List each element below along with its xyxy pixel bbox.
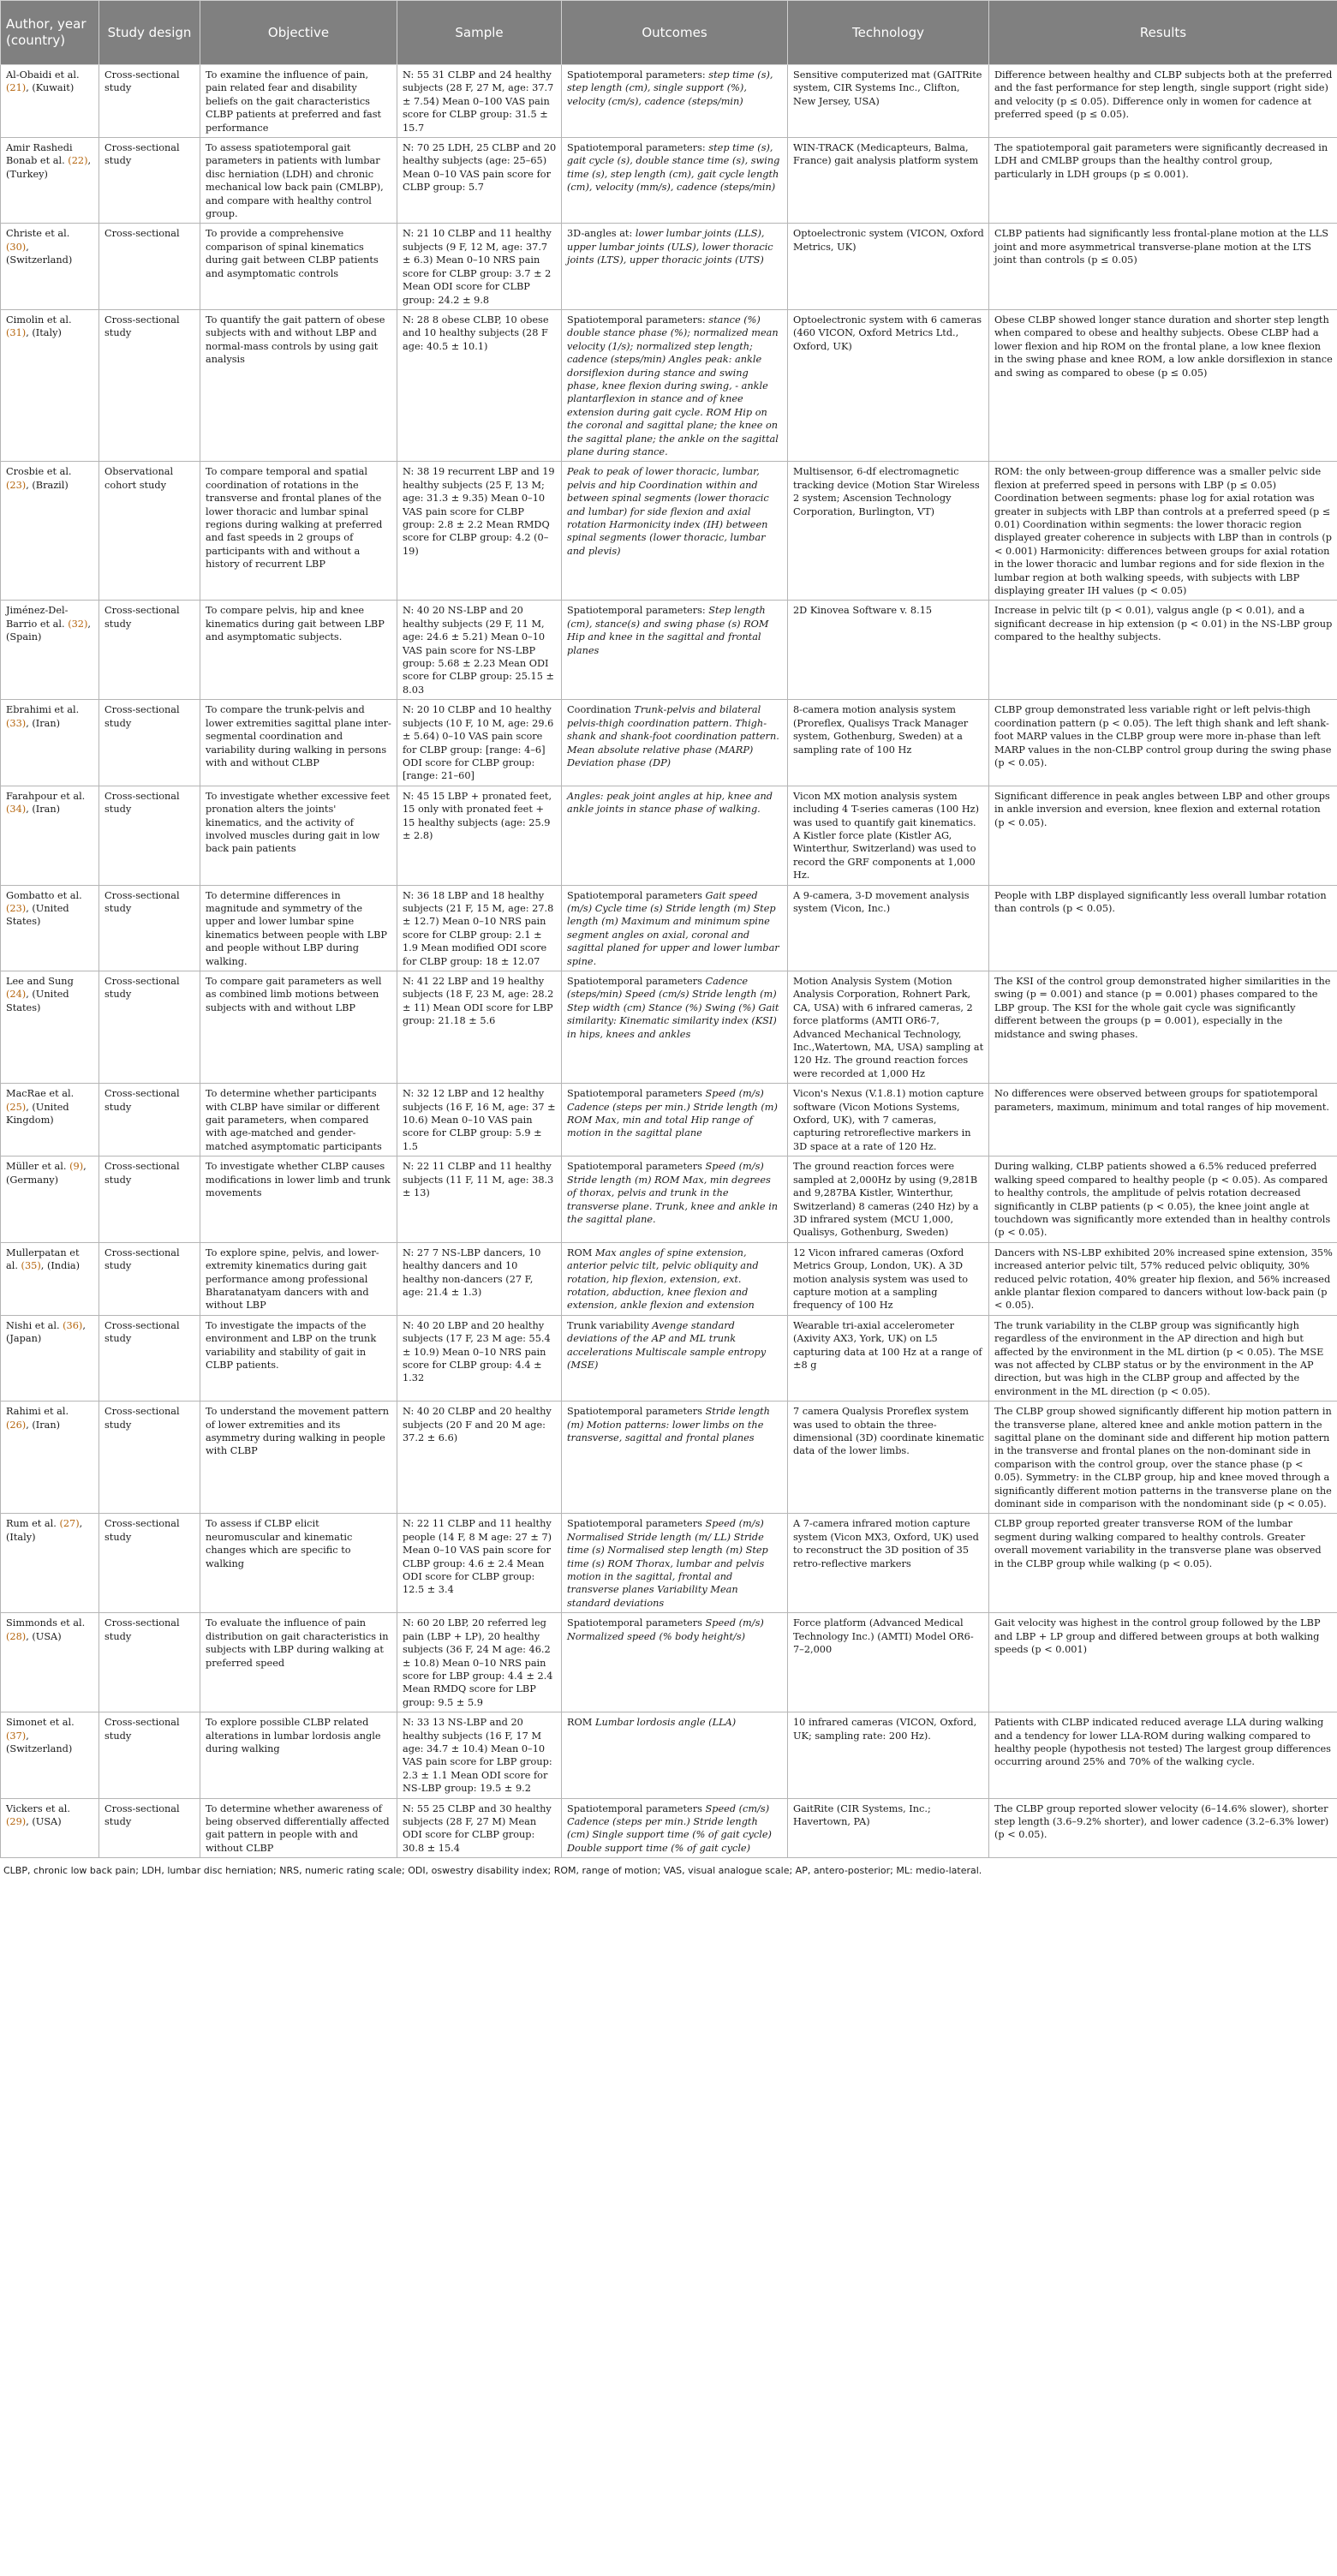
author-country: (Japan) xyxy=(6,1333,42,1345)
technology-cell: Optoelectronic system with 6 cameras (460 VICON, Oxford Metrics Ltd., Oxford, UK) xyxy=(788,309,989,461)
author-name: Christe et al. xyxy=(6,228,70,240)
sample-cell: N: 22 11 CLBP and 11 healthy people (14 F, 8 M age: 27 ± 7) Mean 0–10 VAS pain score for CLBP group: 4.6 ± 2.4 Mean ODI score for CLBP group: 12.5 ± 3.4 xyxy=(397,1514,562,1613)
author-cell: Christe et al. (30), (Switzerland) xyxy=(1,224,99,309)
technology-cell: 8-camera motion analysis system (Proreflex, Qualisys Track Manager system, Gothenburg, Sweden) at a sampling rate of 100 Hz xyxy=(788,700,989,786)
table-row xyxy=(1,786,1337,885)
table-row xyxy=(1,1798,1337,1858)
header-author: Author, year (country) xyxy=(1,1,99,65)
author-citation: (36) xyxy=(63,1319,83,1331)
outcomes-lead: Spatiotemporal parameters xyxy=(567,976,706,987)
outcomes-lead: Spatiotemporal parameters xyxy=(567,1802,706,1814)
study-design-cell: Cross-sectional study xyxy=(99,138,200,224)
outcomes-measures: step time (s), step length (cm), single support (%), velocity (cm/s), cadence (steps/min) xyxy=(567,69,773,107)
results-cell: The KSI of the control group demonstrated higher similarities in the swing (p = 0.001) and stance (p = 0.001) phases compared to the LBP group. The KSI for the whole gait cycle was significantly different between the groups (p = 0.001), especially in the midstance and swing phases. xyxy=(989,971,1337,1084)
study-design-cell: Cross-sectional study xyxy=(99,1402,200,1514)
results-cell: The trunk variability in the CLBP group was significantly high regardless of the environment in the AP direction and high but affected by the environment in the ML dirtion (p < 0.05). The MSE was not affected by CLBP status or by the environment in the AP direction, but was high in the CLBP group and affected by the environment in the ML direction (p < 0.05). xyxy=(989,1315,1337,1401)
author-name: Vickers et al. xyxy=(6,1802,70,1814)
table-row xyxy=(1,1514,1337,1613)
author-country: (Spain) xyxy=(6,631,42,643)
outcomes-cell xyxy=(562,1157,788,1242)
author-citation: (23) xyxy=(6,479,27,491)
objective-cell: To determine whether awareness of being observed differentially affected gait pattern in people with and without CLBP xyxy=(200,1798,397,1858)
author-citation: (22) xyxy=(68,155,88,167)
sample-cell: N: 40 20 CLBP and 20 healthy subjects (20 F and 20 M age: 37.2 ± 6.6) xyxy=(397,1402,562,1514)
technology-cell: A 9-camera, 3-D movement analysis system (Vicon, Inc.) xyxy=(788,885,989,971)
study-design-cell: Cross-sectional study xyxy=(99,971,200,1084)
table-row xyxy=(1,1084,1337,1157)
table-row xyxy=(1,1712,1337,1798)
table-body xyxy=(1,65,1337,1858)
outcomes-lead: ROM xyxy=(567,1717,595,1729)
table-row xyxy=(1,1315,1337,1401)
author-name: Lee and Sung xyxy=(6,976,74,987)
results-cell: Obese CLBP showed longer stance duration and shorter step length when compared to obese and healthy subjects. Obese CLBP had a lower flexion and hip ROM on the frontal plane, a low knee flexion in the swing phase and knee ROM, a low ankle dorsiflexion in stance and swing as compared to obese (p ≤ 0.05) xyxy=(989,309,1337,461)
outcomes-lead: Spatiotemporal parameters: xyxy=(567,605,709,617)
outcomes-lead: Spatiotemporal parameters xyxy=(567,889,706,901)
objective-cell: To compare the trunk-pelvis and lower extremities sagittal plane inter-segmental coordination and variability during walking in persons with and without CLBP xyxy=(200,700,397,786)
results-cell: CLBP group demonstrated less variable right or left pelvis-thigh coordination pattern (p < 0.05). The left thigh shank and left shank-foot MARP values in the CLBP group were more in-phase than left MARP values in the non-CLBP control group during the swing phase (p < 0.05). xyxy=(989,700,1337,786)
author-name: Simonet et al. xyxy=(6,1717,75,1729)
outcomes-cell xyxy=(562,1402,788,1514)
study-design-cell: Cross-sectional study xyxy=(99,65,200,138)
objective-cell: To investigate whether CLBP causes modifications in lower limb and trunk movements xyxy=(200,1157,397,1242)
author-cell: Farahpour et al. (34), (Iran) xyxy=(1,786,99,885)
study-design-cell: Cross-sectional study xyxy=(99,1157,200,1242)
author-citation: (21) xyxy=(6,82,27,94)
author-country: (Italy) xyxy=(32,327,62,339)
author-name: Mullerpatan et al. xyxy=(6,1246,80,1272)
outcomes-measures: Angles: peak joint angles at hip, knee and ankle joints in stance phase of walking. xyxy=(567,790,773,816)
results-cell: The CLBP group reported slower velocity (6–14.6% slower), shorter step length (3.6–9.2% shorter), and lower cadence (3.2–6.3% lower) (p < 0.05). xyxy=(989,1798,1337,1858)
objective-cell: To determine whether participants with CLBP have similar or different gait parameters, when compared with age-matched and gender-matched asymptomatic participants xyxy=(200,1084,397,1157)
sample-cell: N: 40 20 NS-LBP and 20 healthy subjects (29 F, 11 M, age: 24.6 ± 5.21) Mean 0–10 VAS pain score for NS-LBP group: 5.68 ± 2.23 Mean ODI score for CLBP group: 25.15 ± 8.03 xyxy=(397,601,562,700)
header-sample: Sample xyxy=(397,1,562,65)
objective-cell: To explore possible CLBP related alterations in lumbar lordosis angle during walking xyxy=(200,1712,397,1798)
objective-cell: To assess if CLBP elicit neuromuscular and kinematic changes which are specific to walking xyxy=(200,1514,397,1613)
outcomes-cell xyxy=(562,224,788,309)
author-citation: (32) xyxy=(68,618,88,630)
author-citation: (29) xyxy=(6,1815,27,1827)
results-cell: Difference between healthy and CLBP subjects both at the preferred and the fast performance for step length, single support (right side) and velocity (p ≤ 0.05). Difference only in women for cadence at preferred speed (p ≤ 0.05). xyxy=(989,65,1337,138)
technology-cell: 2D Kinovea Software v. 8.15 xyxy=(788,601,989,700)
sample-cell: N: 33 13 NS-LBP and 20 healthy subjects (16 F, 17 M age: 34.7 ± 10.4) Mean 0–10 VAS pain score for LBP group: 2.3 ± 1.1 Mean ODI score for NS-LBP group: 19.5 ± 9.2 xyxy=(397,1712,562,1798)
results-cell: The spatiotemporal gait parameters were significantly decreased in LDH and CMLBP groups than the healthy control group, particularly in LDH groups (p ≤ 0.001). xyxy=(989,138,1337,224)
technology-cell: The ground reaction forces were sampled at 2,000Hz by using (9,281B and 9,287BA Kistler, Winterthur, Switzerland) 8 cameras (240 Hz) by a 3D infrared system (MCU 1,000, Qualisys, Gothenburg, Sweden) xyxy=(788,1157,989,1242)
author-cell: Crosbie et al. (23), (Brazil) xyxy=(1,462,99,601)
table-row xyxy=(1,971,1337,1084)
study-design-cell: Cross-sectional study xyxy=(99,786,200,885)
objective-cell: To provide a comprehensive comparison of spinal kinematics during gait between CLBP patients and asymptomatic controls xyxy=(200,224,397,309)
table-row xyxy=(1,1613,1337,1712)
results-cell: ROM: the only between-group difference was a smaller pelvic side flexion at preferred speed in persons with LBP (p ≤ 0.05) Coordination between segments: phase log for axial rotation was greater in subjects with LBP than controls at a preferred speed (p ≤ 0.01) Coordination within segments: the lower thoracic region displayed greater coherence in subjects with LBP than in controls (p < 0.001) Harmonicity: differences between groups for axial rotation in the lower thoracic and lumbar regions and for side flexion in the lumbar region at both walking speeds, with subjects with LBP displaying greater IH values (p < 0.05) xyxy=(989,462,1337,601)
header-results: Results xyxy=(989,1,1337,65)
technology-cell: A 7-camera infrared motion capture system (Vicon MX3, Oxford, UK) used to reconstruct the 3D position of 35 retro-reflective markers xyxy=(788,1514,989,1613)
author-citation: (9) xyxy=(69,1161,84,1173)
author-name: Simmonds et al. xyxy=(6,1617,86,1629)
technology-cell: GaitRite (CIR Systems, Inc.; Havertown, PA) xyxy=(788,1798,989,1858)
results-cell: Increase in pelvic tilt (p < 0.01), valgus angle (p < 0.01), and a significant decrease in hip extension (p < 0.01) in the NS-LBP group compared to the healthy subjects. xyxy=(989,601,1337,700)
results-cell: CLBP group reported greater transverse ROM of the lumbar segment during walking compared to healthy controls. Greater overall movement variability in the transverse plane was observed in the CLBP group while walking (p < 0.05). xyxy=(989,1514,1337,1613)
author-name: Amir Rashedi Bonab et al. xyxy=(6,142,73,167)
outcomes-cell xyxy=(562,971,788,1084)
author-cell: Simonet et al. (37), (Switzerland) xyxy=(1,1712,99,1798)
study-design-cell: Cross-sectional xyxy=(99,224,200,309)
author-citation: (30) xyxy=(6,241,27,253)
author-name: Cimolin et al. xyxy=(6,314,72,326)
author-country: (United States) xyxy=(6,902,69,928)
objective-cell: To evaluate the influence of pain distribution on gait characteristics in subjects with LBP during walking at preferred speed xyxy=(200,1613,397,1712)
results-cell: Significant difference in peak angles between LBP and other groups in ankle inversion and eversion, knee flexion and external rotation (p < 0.05). xyxy=(989,786,1337,885)
author-cell: Mullerpatan et al. (35), (India) xyxy=(1,1242,99,1315)
table-header xyxy=(1,1,1337,65)
sample-cell: N: 38 19 recurrent LBP and 19 healthy subjects (25 F, 13 M; age: 31.3 ± 9.35) Mean 0–10 VAS pain score for CLBP group: 2.8 ± 2.2 Mean RMDQ score for CLBP group: 4.2 (0–19) xyxy=(397,462,562,601)
author-cell: Gombatto et al. (23), (United States) xyxy=(1,885,99,971)
objective-cell: To examine the influence of pain, pain related fear and disability beliefs on the gait characteristics CLBP patients at preferred and fast performance xyxy=(200,65,397,138)
sample-cell: N: 41 22 LBP and 19 healthy subjects (18 F, 23 M, age: 28.2 ± 11) Mean ODI score for LBP group: 21.18 ± 5.6 xyxy=(397,971,562,1084)
outcomes-cell xyxy=(562,700,788,786)
outcomes-lead: Spatiotemporal parameters xyxy=(567,1617,706,1629)
author-name: Gombatto et al. xyxy=(6,889,82,901)
author-cell: Müller et al. (9), (Germany) xyxy=(1,1157,99,1242)
outcomes-lead: Spatiotemporal parameters xyxy=(567,1406,706,1418)
author-cell: Jiménez-Del-Barrio et al. (32), (Spain) xyxy=(1,601,99,700)
sample-cell: N: 36 18 LBP and 18 healthy subjects (21 F, 15 M, age: 27.8 ± 12.7) Mean 0–10 NRS pain score for CLBP group: 2.1 ± 1.9 Mean modified ODI score for CLBP group: 18 ± 12.07 xyxy=(397,885,562,971)
outcomes-measures: Speed (cm/s) Cadence (steps per min.) Stride length (cm) Single support time (% of gait cycle) Double support time (% of gait cycle) xyxy=(567,1802,772,1854)
author-country: (USA) xyxy=(32,1630,62,1642)
outcomes-cell xyxy=(562,601,788,700)
author-cell: Lee and Sung (24), (United States) xyxy=(1,971,99,1084)
outcomes-cell xyxy=(562,1798,788,1858)
outcomes-measures: Gait speed (m/s) Cycle time (s) Stride length (m) Step length (m) Maximum and minimum spine segment angles on axial, coronal and sagittal planed for upper and lower lumbar spine. xyxy=(567,889,779,967)
outcomes-measures: Stride length (m) Motion patterns: lower limbs on the transverse, sagittal and frontal planes xyxy=(567,1406,770,1443)
author-cell: Vickers et al. (29), (USA) xyxy=(1,1798,99,1858)
technology-cell: Multisensor, 6-df electromagnetic tracking device (Motion Star Wireless 2 system; Ascension Technology Corporation, Burlington, VT) xyxy=(788,462,989,601)
outcomes-measures: Step length (cm), stance(s) and swing phase (s) ROM Hip and knee in the sagittal and frontal planes xyxy=(567,605,769,656)
header-technology: Technology xyxy=(788,1,989,65)
author-name: Müller et al. xyxy=(6,1161,67,1173)
header-outcomes: Outcomes xyxy=(562,1,788,65)
header-objective: Objective xyxy=(200,1,397,65)
outcomes-lead: Coordination xyxy=(567,704,635,716)
author-country: (United Kingdom) xyxy=(6,1101,69,1127)
author-name: MacRae et al. xyxy=(6,1088,75,1100)
outcomes-measures: Lumbar lordosis angle (LLA) xyxy=(594,1717,737,1729)
sample-cell: N: 22 11 CLBP and 11 healthy subjects (11 F, 11 M, age: 38.3 ± 13) xyxy=(397,1157,562,1242)
results-cell: CLBP patients had significantly less frontal-plane motion at the LLS joint and more asymmetrical transverse-plane motion at the LTS joint than controls (p ≤ 0.05) xyxy=(989,224,1337,309)
study-design-cell: Observational cohort study xyxy=(99,462,200,601)
outcomes-measures: Speed (m/s) Normalised Stride length (m/ LL) Stride time (s) Normalised step length (m) Step time (s) ROM Thorax, lumbar and pelvis motion in the sagittal, frontal and transverse planes Variability Mean standard deviations xyxy=(567,1518,768,1609)
outcomes-measures: Avenge standard deviations of the AP and ML trunk accelerations Multiscale sample entropy (MSE) xyxy=(567,1319,767,1371)
author-cell: Cimolin et al. (31), (Italy) xyxy=(1,309,99,461)
results-cell: People with LBP displayed significantly less overall lumbar rotation than controls (p < 0.05). xyxy=(989,885,1337,971)
sample-cell: N: 70 25 LDH, 25 CLBP and 20 healthy subjects (age: 25–65) Mean 0–10 VAS pain score for CLBP group: 5.7 xyxy=(397,138,562,224)
author-country: (Iran) xyxy=(32,804,61,816)
author-country: (Italy) xyxy=(6,1531,36,1543)
technology-cell: Force platform (Advanced Medical Technology Inc.) (AMTI) Model OR6-7–2,000 xyxy=(788,1613,989,1712)
table-footnote: CLBP, chronic low back pain; LDH, lumbar disc herniation; NRS, numeric rating scale; ODI, oswestry disability index; ROM, range of motion; VAS, visual analogue scale; AP, antero-posterior; ML: medio-lateral. xyxy=(3,1865,982,1876)
author-citation: (37) xyxy=(6,1730,27,1742)
technology-cell: Motion Analysis System (Motion Analysis Corporation, Rohnert Park, CA, USA) with 6 infrared cameras, 2 force platforms (AMTI OR6-7, Advanced Mechanical Technology, Inc.,Watertown, MA, USA) sampling at 120 Hz. The ground reaction forces were recorded at 1,000 Hz xyxy=(788,971,989,1084)
author-citation: (35) xyxy=(21,1260,41,1272)
sample-cell: N: 28 8 obese CLBP, 10 obese and 10 healthy subjects (28 F age: 40.5 ± 10.1) xyxy=(397,309,562,461)
objective-cell: To investigate whether excessive feet pronation alters the joints' kinematics, and the activity of involved muscles during gait in low back pain patients xyxy=(200,786,397,885)
objective-cell: To determine differences in magnitude and symmetry of the upper and lower lumbar spine kinematics between people with LBP and people without LBP during walking. xyxy=(200,885,397,971)
table-row xyxy=(1,1402,1337,1514)
results-cell: Gait velocity was highest in the control group followed by the LBP and LBP + LP group and differed between groups at both walking speeds (p < 0.001) xyxy=(989,1613,1337,1712)
technology-cell: 12 Vicon infrared cameras (Oxford Metrics Group, London, UK). A 3D motion analysis system was used to capture motion at a sampling frequency of 100 Hz xyxy=(788,1242,989,1315)
outcomes-measures: lower lumbar joints (LLS), upper lumbar joints (ULS), lower thoracic joints (LTS), upper thoracic joints (UTS) xyxy=(567,228,773,266)
sample-cell: N: 45 15 LBP + pronated feet, 15 only with pronated feet + 15 healthy subjects (age: 25.9 ± 2.8) xyxy=(397,786,562,885)
author-name: Farahpour et al. xyxy=(6,790,86,802)
author-country: (India) xyxy=(46,1260,81,1272)
author-country: (Brazil) xyxy=(32,479,69,491)
outcomes-cell xyxy=(562,885,788,971)
outcomes-lead: Spatiotemporal parameters: xyxy=(567,69,709,81)
outcomes-cell xyxy=(562,309,788,461)
study-design-cell: Cross-sectional study xyxy=(99,1798,200,1858)
table-row xyxy=(1,462,1337,601)
author-country: (Switzerland) xyxy=(6,254,73,266)
outcomes-lead: Spatiotemporal parameters xyxy=(567,1518,706,1530)
author-country: (United States) xyxy=(6,989,69,1013)
author-country: (Kuwait) xyxy=(32,82,75,94)
technology-cell: Optoelectronic system (VICON, Oxford Metrics, UK) xyxy=(788,224,989,309)
outcomes-lead: Spatiotemporal parameters xyxy=(567,1161,706,1173)
author-citation: (28) xyxy=(6,1630,27,1642)
table-row xyxy=(1,224,1337,309)
author-citation: (25) xyxy=(6,1101,27,1113)
outcomes-measures: Peak to peak of lower thoracic, lumbar, pelvis and hip Coordination within and between spinal segments (lower thoracic and lumbar) for side flexion and axial rotation Harmonicity index (IH) between spinal segments (lower thoracic, lumbar and plevis) xyxy=(567,466,769,557)
author-name: Rahimi et al. xyxy=(6,1406,69,1418)
author-citation: (34) xyxy=(6,804,27,816)
results-cell: Dancers with NS-LBP exhibited 20% increased spine extension, 35% increased anterior pelvic tilt, 57% reduced pelvic obliquity, 30% reduced pelvic rotation, 40% greater hip flexion, and 56% increased ankle plantar flexion compared to dancers without low-back pain (p < 0.05). xyxy=(989,1242,1337,1315)
study-design-cell: Cross-sectional study xyxy=(99,700,200,786)
outcomes-measures: Speed (m/s) Cadence (steps per min.) Stride length (m) ROM Max, min and total Hip range of motion in the sagittal plane xyxy=(567,1088,778,1139)
study-design-cell: Cross-sectional study xyxy=(99,1514,200,1613)
study-design-cell: Cross-sectional study xyxy=(99,1712,200,1798)
table-row xyxy=(1,309,1337,461)
objective-cell: To compare gait parameters as well as combined limb motions between subjects with and without LBP xyxy=(200,971,397,1084)
outcomes-measures: step time (s), gait cycle (s), double stance time (s), swing time (s), step length (cm), gait cycle length (cm), velocity (mm/s), cadence (steps/min) xyxy=(567,142,780,194)
objective-cell: To compare pelvis, hip and knee kinematics during gait between LBP and asymptomatic subjects. xyxy=(200,601,397,700)
outcomes-cell xyxy=(562,1242,788,1315)
objective-cell: To explore spine, pelvis, and lower-extremity kinematics during gait performance among professional Bharatanatyam dancers with and without LBP xyxy=(200,1242,397,1315)
technology-cell: Vicon MX motion analysis system including 4 T-series cameras (100 Hz) was used to quantify gait kinematics. A Kistler force plate (Kistler AG, Winterthur, Switzerland) was used to record the GRF components at 1,000 Hz. xyxy=(788,786,989,885)
sample-cell: N: 60 20 LBP, 20 referred leg pain (LBP + LP), 20 healthy subjects (36 F, 24 M age: 46.2 ± 10.8) Mean 0–10 NRS pain score for LBP group: 4.4 ± 2.4 Mean RMDQ score for LBP group: 9.5 ± 5.9 xyxy=(397,1613,562,1712)
sample-cell: N: 20 10 CLBP and 10 healthy subjects (10 F, 10 M, age: 29.6 ± 5.64) 0–10 VAS pain score for CLBP group: [range: 4–6] ODI score for CLBP group: [range: 21–60] xyxy=(397,700,562,786)
table-row xyxy=(1,601,1337,700)
author-country: (Germany) xyxy=(6,1174,59,1186)
technology-cell: Sensitive computerized mat (GAITRite system, CIR Systems Inc., Clifton, New Jersey, USA) xyxy=(788,65,989,138)
technology-cell: WIN-TRACK (Medicapteurs, Balma, France) gait analysis platform system xyxy=(788,138,989,224)
outcomes-cell xyxy=(562,462,788,601)
header-study-design: Study design xyxy=(99,1,200,65)
author-citation: (27) xyxy=(59,1518,80,1530)
author-name: Rum et al. xyxy=(6,1518,57,1530)
author-citation: (24) xyxy=(6,989,27,1001)
outcomes-cell xyxy=(562,65,788,138)
author-cell: Al-Obaidi et al. (21), (Kuwait) xyxy=(1,65,99,138)
outcomes-measures: stance (%) double stance phase (%); normalized mean velocity (1/s); normalized step length; cadence (steps/min) Angles peak: ankle dorsiflexion during stance and swing phase, knee flexion during swing, - ankle plantarflexion in stance and of knee extension during gait cycle. ROM Hip on the coronal and sagittal plane; the knee on the sagittal plane; the ankle on the sagittal plane during stance. xyxy=(567,314,779,457)
objective-cell: To quantify the gait pattern of obese subjects with and without LBP and normal-mass controls by using gait analysis xyxy=(200,309,397,461)
author-country: (Iran) xyxy=(32,1419,61,1431)
author-cell: Rum et al. (27), (Italy) xyxy=(1,1514,99,1613)
sample-cell: N: 40 20 LBP and 20 healthy subjects (17 F, 23 M age: 55.4 ± 10.9) Mean 0–10 NRS pain score for CLBP group: 4.4 ± 1.32 xyxy=(397,1315,562,1401)
author-country: (Iran) xyxy=(32,717,61,729)
author-cell: Rahimi et al. (26), (Iran) xyxy=(1,1402,99,1514)
outcomes-lead: Trunk variability xyxy=(567,1319,653,1331)
study-design-cell: Cross-sectional study xyxy=(99,601,200,700)
table-row xyxy=(1,1157,1337,1242)
author-country: (Turkey) xyxy=(6,168,48,180)
outcomes-lead: Spatiotemporal parameters xyxy=(567,1088,706,1100)
author-country: (USA) xyxy=(32,1815,62,1827)
sample-cell: N: 55 25 CLBP and 30 healthy subjects (28 F, 27 M) Mean ODI score for CLBP group: 30.8 ± 15.4 xyxy=(397,1798,562,1858)
outcomes-cell xyxy=(562,1712,788,1798)
outcomes-lead: 3D-angles at: xyxy=(567,228,636,240)
technology-cell: 10 infrared cameras (VICON, Oxford, UK; sampling rate: 200 Hz). xyxy=(788,1712,989,1798)
outcomes-measures: Trunk-pelvis and bilateral pelvis-thigh coordination pattern. Thigh-shank and shank-foot coordination pattern. Mean absolute relative phase (MARP) Deviation phase (DP) xyxy=(567,704,779,768)
technology-cell: Vicon's Nexus (V.1.8.1) motion capture software (Vicon Motions Systems, Oxford, UK), with 7 cameras, capturing retroreflective markers in 3D space at a rate of 120 Hz. xyxy=(788,1084,989,1157)
outcomes-lead: ROM xyxy=(567,1246,595,1258)
author-country: (Switzerland) xyxy=(6,1742,73,1754)
results-cell: During walking, CLBP patients showed a 6.5% reduced preferred walking speed compared to healthy people (p < 0.05). As compared to healthy controls, the amplitude of pelvis rotation decreased significantly in CLBP patients (p < 0.05), the knee joint angle at touchdown was significantly more extended than in healthy controls (p < 0.05). xyxy=(989,1157,1337,1242)
author-cell: Ebrahimi et al. (33), (Iran) xyxy=(1,700,99,786)
table-row xyxy=(1,65,1337,138)
technology-cell: Wearable tri-axial accelerometer (Axivity AX3, York, UK) on L5 capturing data at 100 Hz at a range of ±8 g xyxy=(788,1315,989,1401)
objective-cell: To investigate the impacts of the environment and LBP on the trunk variability and stability of gait in CLBP patients. xyxy=(200,1315,397,1401)
author-name: Ebrahimi et al. xyxy=(6,704,80,716)
study-design-cell: Cross-sectional study xyxy=(99,309,200,461)
sample-cell: N: 27 7 NS-LBP dancers, 10 healthy dancers and 10 healthy non-dancers (27 F, age: 21.4 ± 1.3) xyxy=(397,1242,562,1315)
author-cell: Amir Rashedi Bonab et al. (22), (Turkey) xyxy=(1,138,99,224)
table-row xyxy=(1,885,1337,971)
study-design-cell: Cross-sectional study xyxy=(99,1084,200,1157)
outcomes-lead: Spatiotemporal parameters: xyxy=(567,314,709,326)
author-citation: (26) xyxy=(6,1419,27,1431)
outcomes-cell xyxy=(562,1613,788,1712)
table-row xyxy=(1,700,1337,786)
author-citation: (33) xyxy=(6,717,27,729)
results-cell: The CLBP group showed significantly different hip motion pattern in the transverse plane, altered knee and ankle motion pattern in the sagittal plane on the dominant side and different hip motion pattern in the transverse and frontal planes on the non-dominant side in comparison with the control group, over the stance phase (p < 0.05). Symmetry: in the CLBP group, hip and knee moved through a significantly different motion patterns in the transverse plane on the dominant side in comparison with the nondominant side (p < 0.05). xyxy=(989,1402,1337,1514)
objective-cell: To compare temporal and spatial coordination of rotations in the transverse and frontal planes of the lower thoracic and lumbar spinal regions during walking at preferred and fast speeds in 2 groups of participants with and without a history of recurrent LBP xyxy=(200,462,397,601)
outcomes-measures: Speed (m/s) Normalized speed (% body height/s) xyxy=(567,1617,764,1642)
study-design-cell: Cross-sectional study xyxy=(99,1315,200,1401)
sample-cell: N: 32 12 LBP and 12 healthy subjects (16 F, 16 M, age: 37 ± 10.6) Mean 0–10 VAS pain score for CLBP group: 5.9 ± 1.5 xyxy=(397,1084,562,1157)
results-cell: No differences were observed between groups for spatiotemporal parameters, maximum, minimum and total ranges of hip movement. xyxy=(989,1084,1337,1157)
study-design-cell: Cross-sectional study xyxy=(99,885,200,971)
outcomes-cell xyxy=(562,1514,788,1613)
outcomes-cell xyxy=(562,786,788,885)
author-citation: (23) xyxy=(6,902,27,914)
author-name: Nishi et al. xyxy=(6,1319,60,1331)
technology-cell: 7 camera Qualysis Proreflex system was used to obtain the three-dimensional (3D) coordinate kinematic data of the lower limbs. xyxy=(788,1402,989,1514)
objective-cell: To understand the movement pattern of lower extremities and its asymmetry during walking in people with CLBP xyxy=(200,1402,397,1514)
outcomes-cell xyxy=(562,1315,788,1401)
study-design-cell: Cross-sectional study xyxy=(99,1242,200,1315)
author-name: Al-Obaidi et al. xyxy=(6,69,80,81)
sample-cell: N: 21 10 CLBP and 11 healthy subjects (9 F, 12 M, age: 37.7 ± 6.3) Mean 0–10 NRS pain score for CLBP group: 3.7 ± 2 Mean ODI score for CLBP group: 24.2 ± 9.8 xyxy=(397,224,562,309)
author-cell: MacRae et al. (25), (United Kingdom) xyxy=(1,1084,99,1157)
outcomes-measures: Speed (m/s) Stride length (m) ROM Max, min degrees of thorax, pelvis and trunk in the transverse plane. Trunk, knee and ankle in the sagittal plane. xyxy=(567,1161,779,1225)
author-name: Jiménez-Del-Barrio et al. xyxy=(6,605,69,630)
outcomes-measures: Cadence (steps/min) Speed (cm/s) Stride length (m) Step width (cm) Stance (%) Swing (%) Gait similarity: Kinematic similarity index (KSI) in hips, knees and ankles xyxy=(567,976,779,1040)
objective-cell: To assess spatiotemporal gait parameters in patients with lumbar disc herniation (LDH) and chronic mechanical low back pain (CMLBP), and compare with healthy control group. xyxy=(200,138,397,224)
author-citation: (31) xyxy=(6,327,27,339)
study-design-cell: Cross-sectional study xyxy=(99,1613,200,1712)
outcomes-lead: Spatiotemporal parameters: xyxy=(567,142,709,154)
outcomes-cell xyxy=(562,1084,788,1157)
table-row xyxy=(1,1242,1337,1315)
sample-cell: N: 55 31 CLBP and 24 healthy subjects (28 F, 27 M, age: 37.7 ± 7.54) Mean 0–100 VAS pain score for CLBP group: 31.5 ± 15.7 xyxy=(397,65,562,138)
outcomes-measures: Max angles of spine extension, anterior pelvic tilt, pelvic obliquity and rotation, hip flexion, extension, ext. rotation, abduction, knee flexion and extension, ankle flexion and extension xyxy=(567,1246,759,1312)
table-row xyxy=(1,138,1337,224)
author-name: Crosbie et al. xyxy=(6,466,72,478)
author-cell: Nishi et al. (36), (Japan) xyxy=(1,1315,99,1401)
results-cell: Patients with CLBP indicated reduced average LLA during walking and a tendency for lower LLA-ROM during walking compared to healthy people (hypothesis not tested) The largest group differences occurring around 25% and 70% of the walking cycle. xyxy=(989,1712,1337,1798)
outcomes-cell xyxy=(562,138,788,224)
author-cell: Simmonds et al. (28), (USA) xyxy=(1,1613,99,1712)
